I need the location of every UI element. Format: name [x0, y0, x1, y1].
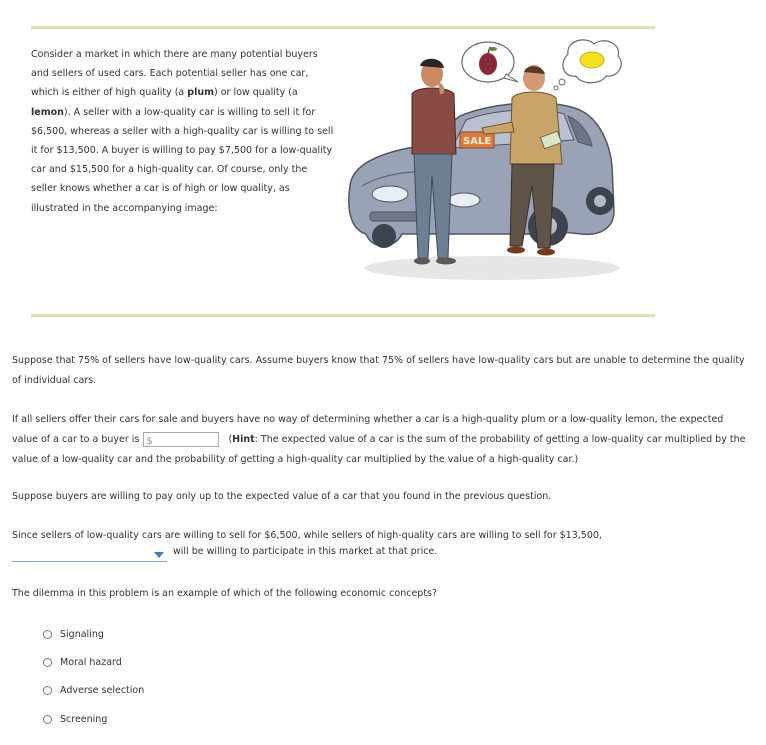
used-car-illustration	[342, 36, 624, 298]
lemon-thought-bubble	[554, 40, 621, 90]
option-label: Signaling	[60, 628, 104, 640]
option-label: Moral hazard	[60, 657, 122, 669]
radio-button[interactable]	[43, 658, 52, 667]
option-label: Screening	[60, 713, 108, 725]
radio-button[interactable]	[43, 630, 52, 639]
question-5-text: The dilemma in this problem is an example of which of the following economic concepts?	[12, 588, 438, 599]
bottom-divider	[31, 314, 655, 317]
question-2-text: If all sellers offer their cars for sale and buyers have no way of determining whether a car is a high-quality plum or a low-quality lemon, the expected value of a car to a buyer is	[12, 414, 724, 445]
sale-sign-text: SALE	[463, 136, 492, 147]
chevron-down-icon[interactable]	[154, 552, 164, 558]
hint-label: Hint	[232, 434, 255, 445]
concept-options	[43, 620, 144, 734]
option-screening[interactable]	[43, 705, 144, 733]
radio-button[interactable]	[43, 686, 52, 695]
option-signaling[interactable]	[43, 620, 144, 648]
lemon-icon	[580, 52, 604, 68]
question-2-paragraph: If all sellers offer their cars for sale and buyers have no way of determining whether a car is a high-quality plum or a low-quality lemon, the expected value of a car to a buyer is $ (Hint: The expected value of a car is the sum of the probability of getting a low-quality car multiplied by the value of a low-quality car and the probability of getting a high-quality car multiplied by the value of a high-quality car.)	[12, 414, 746, 465]
hint-text: : The expected value of a car is the sum of the probability of getting a low-quality car multiplied by the value of a low-quality car and the probability of getting a high-quality car multiplied by the value of a high-quality car.)	[12, 434, 746, 465]
option-moral-hazard[interactable]	[43, 648, 144, 676]
dollar-sign: $	[146, 436, 153, 447]
sale-sign	[460, 132, 494, 148]
radio-button[interactable]	[43, 715, 52, 724]
dropdown-suffix-text: will be willing to participate in this market at that price.	[173, 546, 438, 557]
plum-icon	[479, 53, 497, 75]
plum-term: plum	[187, 87, 214, 99]
top-divider	[31, 26, 655, 29]
expected-value-input[interactable]	[154, 433, 216, 446]
expected-value-input-box[interactable]	[143, 432, 219, 447]
option-label: Adverse selection	[60, 685, 145, 697]
question-1-text: Suppose that 75% of sellers have low-quality cars. Assume buyers know that 75% of sellers have low-quality cars but are unable to determine the quality of individual cars.	[12, 355, 745, 386]
lemon-term: lemon	[31, 106, 64, 118]
option-adverse-selection[interactable]	[43, 677, 144, 705]
question-3-text: Suppose buyers are willing to pay only up to the expected value of a car that you found in the previous question.	[12, 491, 552, 502]
intro-paragraph	[31, 45, 336, 218]
intro-text-2: ) or low quality (a	[214, 87, 298, 99]
plum-thought-bubble	[462, 42, 518, 82]
participants-dropdown[interactable]	[12, 548, 167, 562]
intro-text-3: ). A seller with a low-quality car is willing to sell it for $6,500, whereas a seller with a high-quality car is willing to sell it for $13,500. A buyer is willing to pay $7,500 for a low-quality car and $15,500 for a high-quality car. Of course, only the seller knows whether a car is of high or low quality, as illustrated in the accompanying image:	[31, 106, 334, 214]
question-4-text: Since sellers of low-quality cars are willing to sell for $6,500, while sellers of high-quality cars are willing to sell for $13,500,	[12, 530, 602, 541]
intro-text-1: Consider a market in which there are many potential buyers and sellers of used cars. Each potential seller has one car, which is either of high quality (a	[31, 49, 318, 99]
car-image	[349, 103, 614, 248]
